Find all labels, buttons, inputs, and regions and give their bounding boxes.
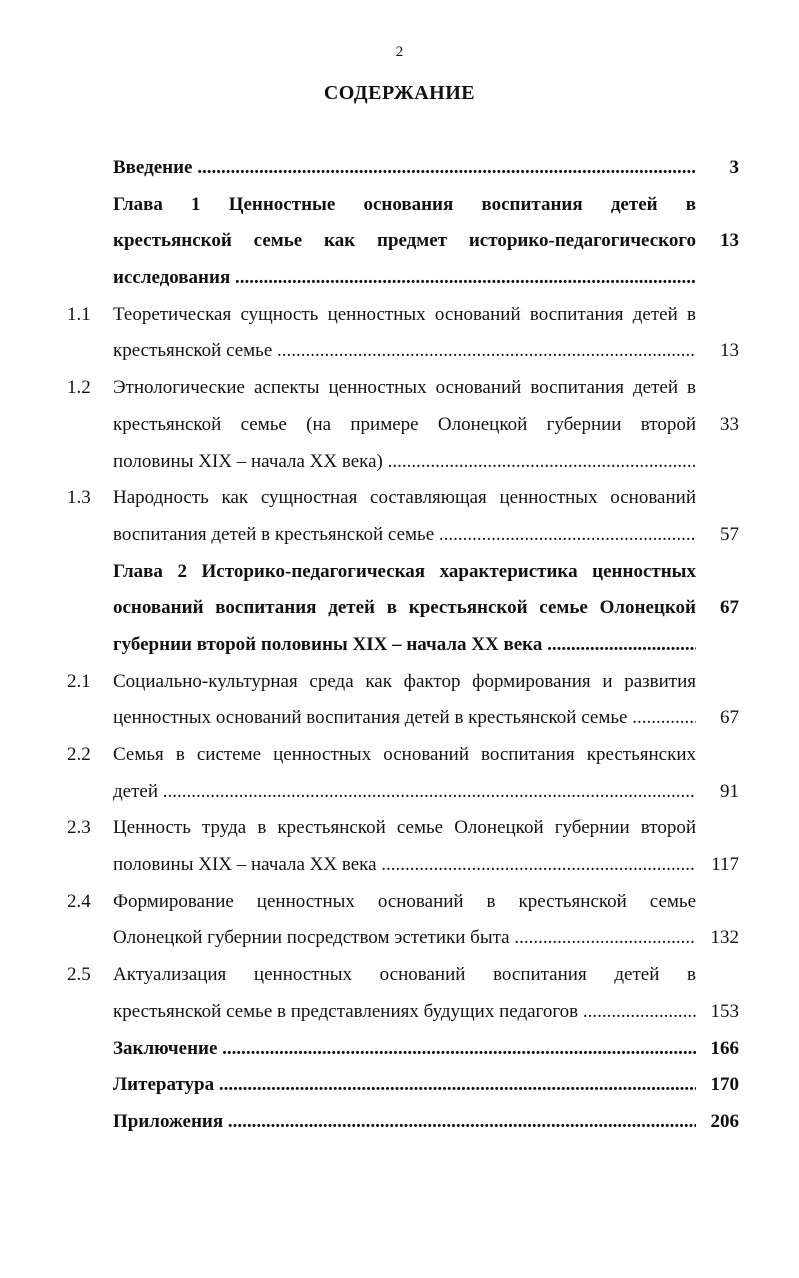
toc-entry-line — [0, 1104, 799, 1141]
table-of-contents — [0, 150, 799, 1141]
toc-entry-page: 13 — [720, 340, 739, 362]
toc-entry-text[interactable]: Глава 2 Историко-педагогическая характеристика ценностных — [113, 560, 696, 582]
toc-entry-line — [0, 333, 799, 370]
toc-entry-text[interactable]: Приложения ..... — [113, 1104, 696, 1141]
toc-entry-line — [0, 554, 799, 591]
toc-entry-line — [0, 957, 799, 994]
toc-entry-text[interactable]: половины XIX – начала XX века) ..... — [113, 444, 696, 481]
toc-entry-text[interactable]: крестьянской семье ..... — [113, 333, 696, 370]
toc-entry-text[interactable]: Глава 1 Ценностные основания воспитания детей в — [113, 193, 696, 215]
toc-entry-number: 2.2 — [67, 744, 91, 765]
toc-entry-text[interactable]: губернии второй половины XIX – начала XX века ..... — [113, 627, 696, 664]
toc-entry-page: 67 — [720, 707, 739, 729]
toc-entry-page: 13 — [720, 230, 739, 252]
toc-entry-line — [0, 700, 799, 737]
toc-entry-line — [0, 847, 799, 884]
toc-entry-text[interactable]: крестьянской семье как предмет историко-педагогического — [113, 230, 696, 252]
toc-entry-text[interactable]: Народность как сущностная составляющая ценностных оснований — [113, 487, 696, 509]
toc-entry-text[interactable]: воспитания детей в крестьянской семье ..... — [113, 517, 696, 554]
toc-entry-text[interactable]: исследования ..... — [113, 260, 696, 297]
toc-entry-line — [0, 994, 799, 1031]
toc-entry-line — [0, 480, 799, 517]
toc-entry-line — [0, 297, 799, 334]
toc-entry-line — [0, 664, 799, 701]
toc-entry-line — [0, 627, 799, 664]
toc-entry-page: 57 — [720, 523, 739, 545]
toc-entry-text[interactable]: Этнологические аспекты ценностных оснований воспитания детей в — [113, 377, 696, 399]
toc-entry-number: 2.4 — [67, 890, 91, 912]
toc-entry-page: 33 — [720, 413, 739, 435]
page-number: 2 — [395, 44, 404, 60]
toc-entry-text[interactable]: половины XIX – начала XX века ..... — [113, 847, 696, 884]
toc-entry-line — [0, 737, 799, 774]
toc-entry-line — [0, 370, 799, 407]
toc-entry-number: 2.3 — [67, 817, 91, 839]
toc-entry-text[interactable]: Семья в системе ценностных оснований воспитания крестьянских — [113, 744, 696, 765]
toc-entry-line — [0, 150, 799, 187]
toc-entry-line — [0, 517, 799, 554]
toc-entry-page: 206 — [710, 1110, 739, 1132]
toc-entry-line — [0, 260, 799, 297]
toc-entry-text[interactable]: Социально-культурная среда как фактор формирования и развития — [113, 670, 696, 692]
toc-entry-line — [0, 920, 799, 957]
toc-entry-page: 166 — [710, 1037, 739, 1059]
toc-entry-text[interactable]: Литература ..... — [113, 1067, 696, 1104]
toc-entry-number: 1.2 — [67, 377, 91, 399]
toc-entry-text[interactable]: детей ..... — [113, 774, 696, 811]
toc-entry-number: 2.5 — [67, 964, 91, 986]
toc-entry-line — [0, 590, 799, 627]
toc-entry-page: 67 — [720, 597, 739, 619]
toc-entry-page: 170 — [710, 1074, 739, 1096]
toc-entry-line — [0, 1031, 799, 1068]
toc-title: СОДЕРЖАНИЕ — [323, 82, 476, 104]
toc-entry-text[interactable]: ценностных оснований воспитания детей в крестьянской семье ..... — [113, 700, 696, 737]
toc-entry-line — [0, 223, 799, 260]
toc-entry-text[interactable]: оснований воспитания детей в крестьянской семье Олонецкой — [113, 597, 696, 619]
toc-entry-text[interactable]: Олонецкой губернии посредством эстетики быта ..... — [113, 920, 696, 957]
toc-entry-line — [0, 774, 799, 811]
toc-entry-page: 3 — [729, 157, 739, 178]
toc-entry-line — [0, 884, 799, 921]
toc-entry-text[interactable]: Теоретическая сущность ценностных оснований воспитания детей в — [113, 303, 696, 325]
toc-entry-number: 1.1 — [67, 303, 91, 325]
toc-entry-text[interactable]: Актуализация ценностных оснований воспитания детей в — [113, 964, 696, 986]
toc-entry-number: 1.3 — [67, 487, 91, 509]
toc-entry-line — [0, 810, 799, 847]
toc-entry-number: 2.1 — [67, 670, 91, 692]
toc-entry-text[interactable]: Формирование ценностных оснований в крестьянской семье — [113, 890, 696, 912]
toc-entry-line — [0, 444, 799, 481]
toc-entry-text[interactable]: Введение ..... — [113, 150, 696, 187]
toc-entry-page: 153 — [710, 1000, 739, 1022]
toc-entry-page: 132 — [710, 927, 739, 949]
toc-entry-text[interactable]: крестьянской семье (на примере Олонецкой губернии второй — [113, 413, 696, 435]
toc-entry-line — [0, 407, 799, 444]
toc-entry-line — [0, 187, 799, 224]
toc-entry-text[interactable]: Заключение ..... — [113, 1031, 696, 1068]
toc-entry-page: 117 — [711, 854, 739, 876]
toc-entry-line — [0, 1067, 799, 1104]
toc-entry-page: 91 — [720, 780, 739, 802]
toc-entry-text[interactable]: Ценность труда в крестьянской семье Олонецкой губернии второй — [113, 817, 696, 839]
toc-entry-text[interactable]: крестьянской семье в представлениях будущих педагогов ..... — [113, 994, 696, 1031]
